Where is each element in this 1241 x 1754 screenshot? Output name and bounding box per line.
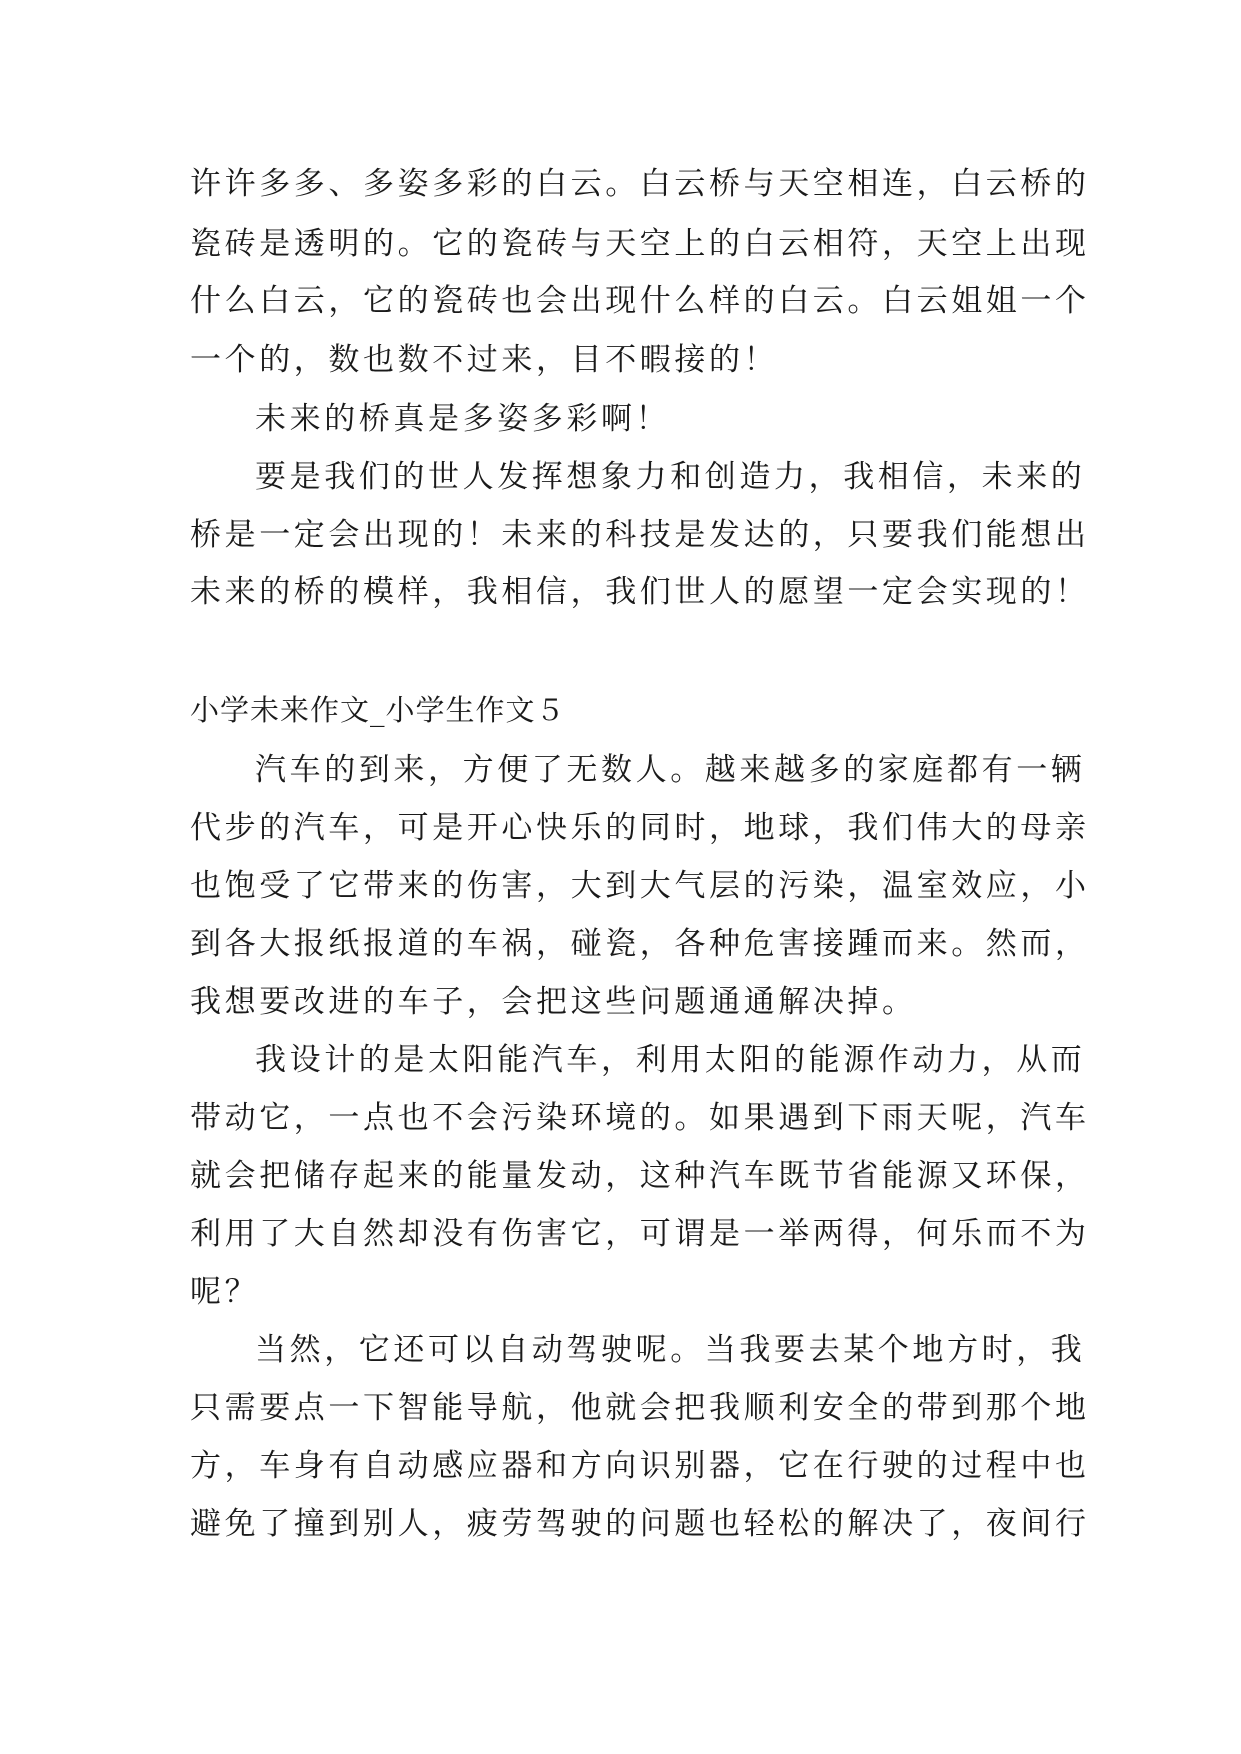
paragraph-line: 就会把储存起来的能量发动，这种汽车既节省能源又环保， bbox=[190, 1158, 1090, 1194]
paragraph-line: 呢？ bbox=[190, 1274, 260, 1310]
paragraph-line: 要是我们的世人发挥想象力和创造力，我相信，未来的 bbox=[255, 459, 1086, 495]
paragraph-line: 利用了大自然却没有伤害它，可谓是一举两得，何乐而不为 bbox=[190, 1216, 1090, 1252]
paragraph-line: 我设计的是太阳能汽车，利用太阳的能源作动力，从而 bbox=[255, 1042, 1086, 1078]
paragraph-line: 当然，它还可以自动驾驶呢。当我要去某个地方时，我 bbox=[255, 1332, 1086, 1368]
paragraph-line: 桥是一定会出现的！未来的科技是发达的，只要我们能想出 bbox=[190, 517, 1090, 553]
paragraph-line: 瓷砖是透明的。它的瓷砖与天空上的白云相符，天空上出现 bbox=[190, 226, 1090, 262]
essay-title: 小学未来作文_小学生作文５ bbox=[190, 693, 566, 727]
paragraph-line: 一个的，数也数不过来，目不暇接的！ bbox=[190, 342, 779, 378]
paragraph-line: 未来的桥真是多姿多彩啊！ bbox=[255, 401, 671, 437]
paragraph-line: 代步的汽车，可是开心快乐的同时，地球，我们伟大的母亲 bbox=[190, 810, 1090, 846]
paragraph-line: 带动它，一点也不会污染环境的。如果遇到下雨天呢，汽车 bbox=[190, 1100, 1090, 1136]
paragraph-line: 未来的桥的模样，我相信，我们世人的愿望一定会实现的！ bbox=[190, 574, 1090, 610]
paragraph-line: 我想要改进的车子，会把这些问题通通解决掉。 bbox=[190, 984, 917, 1020]
paragraph-line: 方，车身有自动感应器和方向识别器，它在行驶的过程中也 bbox=[190, 1448, 1090, 1484]
paragraph-line: 也饱受了它带来的伤害，大到大气层的污染，温室效应，小 bbox=[190, 868, 1090, 904]
paragraph-line: 到各大报纸报道的车祸，碰瓷，各种危害接踵而来。然而， bbox=[190, 926, 1090, 962]
paragraph-line: 许许多多、多姿多彩的白云。白云桥与天空相连，白云桥的 bbox=[190, 166, 1090, 202]
paragraph-line: 只需要点一下智能导航，他就会把我顺利安全的带到那个地 bbox=[190, 1390, 1090, 1426]
paragraph-line: 汽车的到来，方便了无数人。越来越多的家庭都有一辆 bbox=[255, 752, 1086, 788]
paragraph-line: 避免了撞到别人，疲劳驾驶的问题也轻松的解决了，夜间行 bbox=[190, 1506, 1090, 1542]
paragraph-line: 什么白云，它的瓷砖也会出现什么样的白云。白云姐姐一个 bbox=[190, 283, 1090, 319]
